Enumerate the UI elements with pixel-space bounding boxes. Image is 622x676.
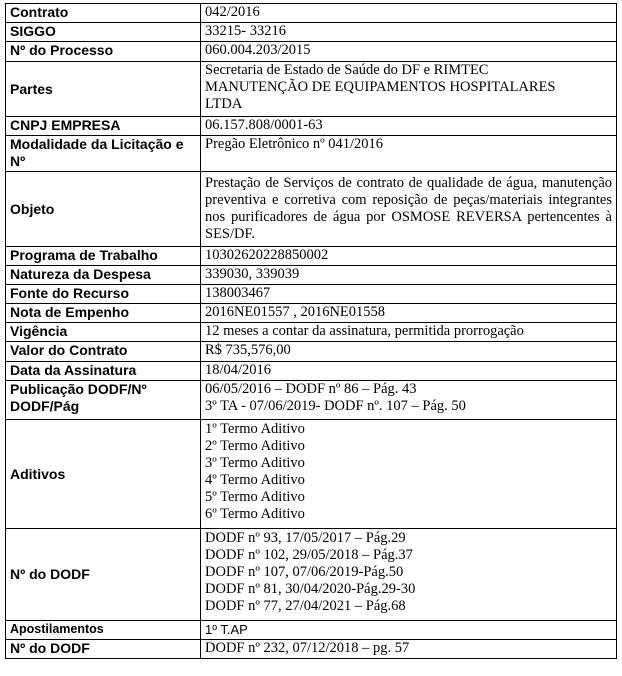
partes-line: MANUTENÇÃO DE EQUIPAMENTOS HOSPITALARES bbox=[205, 79, 556, 95]
row-dodf2 bbox=[6, 640, 617, 659]
dodf-line: DODF nº 102, 29/05/2018 – Pág.37 bbox=[205, 547, 413, 563]
row-processo bbox=[6, 42, 617, 62]
value-modalidade: Pregão Eletrônico nº 041/2016 bbox=[201, 136, 617, 172]
row-apostilamentos bbox=[6, 621, 617, 640]
label-aditivos: Aditivos bbox=[6, 420, 201, 529]
value-vigencia: 12 meses a contar da assinatura, permitida prorrogação bbox=[201, 323, 617, 342]
row-cnpj bbox=[6, 117, 617, 136]
publicacao-line: 3º TA - 07/06/2019- DODF nº. 107 – Pág. 50 bbox=[205, 398, 466, 414]
row-fonte bbox=[6, 285, 617, 304]
label-modalidade: Modalidade da Licitação e Nº bbox=[6, 136, 201, 172]
row-empenho bbox=[6, 304, 617, 323]
value-processo: 060.004.203/2015 bbox=[201, 42, 617, 62]
label-dodf: Nº do DODF bbox=[6, 529, 201, 621]
value-apostilamentos: 1º T.AP bbox=[201, 621, 617, 640]
value-partes bbox=[201, 62, 617, 117]
label-dodf2: Nº do DODF bbox=[6, 640, 201, 659]
label-cnpj: CNPJ EMPRESA bbox=[6, 117, 201, 136]
label-vigencia: Vigência bbox=[6, 323, 201, 342]
label-processo: Nº do Processo bbox=[6, 42, 201, 62]
label-objeto: Objeto bbox=[6, 172, 201, 247]
label-assinatura: Data da Assinatura bbox=[6, 362, 201, 381]
value-valor: R$ 735,576,00 bbox=[201, 342, 617, 362]
row-publicacao bbox=[6, 381, 617, 420]
label-publicacao: Publicação DODF/Nº DODF/Pág bbox=[6, 381, 201, 420]
row-siggo bbox=[6, 23, 617, 42]
row-natureza bbox=[6, 266, 617, 285]
label-programa: Programa de Trabalho bbox=[6, 247, 201, 266]
label-fonte: Fonte do Recurso bbox=[6, 285, 201, 304]
row-aditivos bbox=[6, 420, 617, 529]
row-partes bbox=[6, 62, 617, 117]
value-dodf bbox=[201, 529, 617, 621]
aditivo-line: 2º Termo Aditivo bbox=[205, 438, 305, 454]
aditivo-line: 3º Termo Aditivo bbox=[205, 455, 305, 471]
value-assinatura: 18/04/2016 bbox=[201, 362, 617, 381]
value-programa: 10302620228850002 bbox=[201, 247, 617, 266]
partes-line: LTDA bbox=[205, 96, 243, 112]
label-apostilamentos: Apostilamentos bbox=[6, 621, 201, 640]
aditivo-line: 1º Termo Aditivo bbox=[205, 421, 305, 437]
label-siggo: SIGGO bbox=[6, 23, 201, 42]
dodf-line: DODF nº 77, 27/04/2021 – Pág.68 bbox=[205, 598, 406, 614]
row-assinatura bbox=[6, 362, 617, 381]
label-empenho: Nota de Empenho bbox=[6, 304, 201, 323]
aditivo-line: 4º Termo Aditivo bbox=[205, 472, 305, 488]
partes-line: Secretaria de Estado de Saúde do DF e RIMTEC bbox=[205, 62, 489, 78]
aditivo-line: 5º Termo Aditivo bbox=[205, 489, 305, 505]
contract-sheet bbox=[5, 3, 617, 659]
value-aditivos bbox=[201, 420, 617, 529]
value-empenho: 2016NE01557 , 2016NE01558 bbox=[201, 304, 617, 323]
contract-table bbox=[5, 3, 617, 659]
value-fonte: 138003467 bbox=[201, 285, 617, 304]
row-dodf bbox=[6, 529, 617, 621]
row-contrato bbox=[6, 4, 617, 23]
publicacao-line: 06/05/2016 – DODF nº 86 – Pág. 43 bbox=[205, 381, 417, 397]
value-objeto: Prestação de Serviços de contrato de qualidade de água, manutenção preventiva e corretiva com reposição de peças/materiais integrantes nos purificadores de água por OSMOSE REVERSA pertencentes à SES/DF. bbox=[201, 172, 617, 247]
row-valor bbox=[6, 342, 617, 362]
row-modalidade bbox=[6, 136, 617, 172]
label-partes: Partes bbox=[6, 62, 201, 117]
label-natureza: Natureza da Despesa bbox=[6, 266, 201, 285]
row-vigencia bbox=[6, 323, 617, 342]
value-siggo: 33215- 33216 bbox=[201, 23, 617, 42]
value-publicacao bbox=[201, 381, 617, 420]
value-dodf2: DODF nº 232, 07/12/2018 – pg. 57 bbox=[201, 640, 617, 659]
label-valor: Valor do Contrato bbox=[6, 342, 201, 362]
value-contrato: 042/2016 bbox=[201, 4, 617, 23]
row-objeto bbox=[6, 172, 617, 247]
label-contrato: Contrato bbox=[6, 4, 201, 23]
dodf-line: DODF nº 93, 17/05/2017 – Pág.29 bbox=[205, 530, 406, 546]
dodf-line: DODF nº 107, 07/06/2019-Pág.50 bbox=[205, 564, 404, 580]
aditivo-line: 6º Termo Aditivo bbox=[205, 506, 305, 522]
dodf-line: DODF nº 81, 30/04/2020-Pág.29-30 bbox=[205, 581, 416, 597]
value-cnpj: 06.157.808/0001-63 bbox=[201, 117, 617, 136]
row-programa bbox=[6, 247, 617, 266]
value-natureza: 339030, 339039 bbox=[201, 266, 617, 285]
